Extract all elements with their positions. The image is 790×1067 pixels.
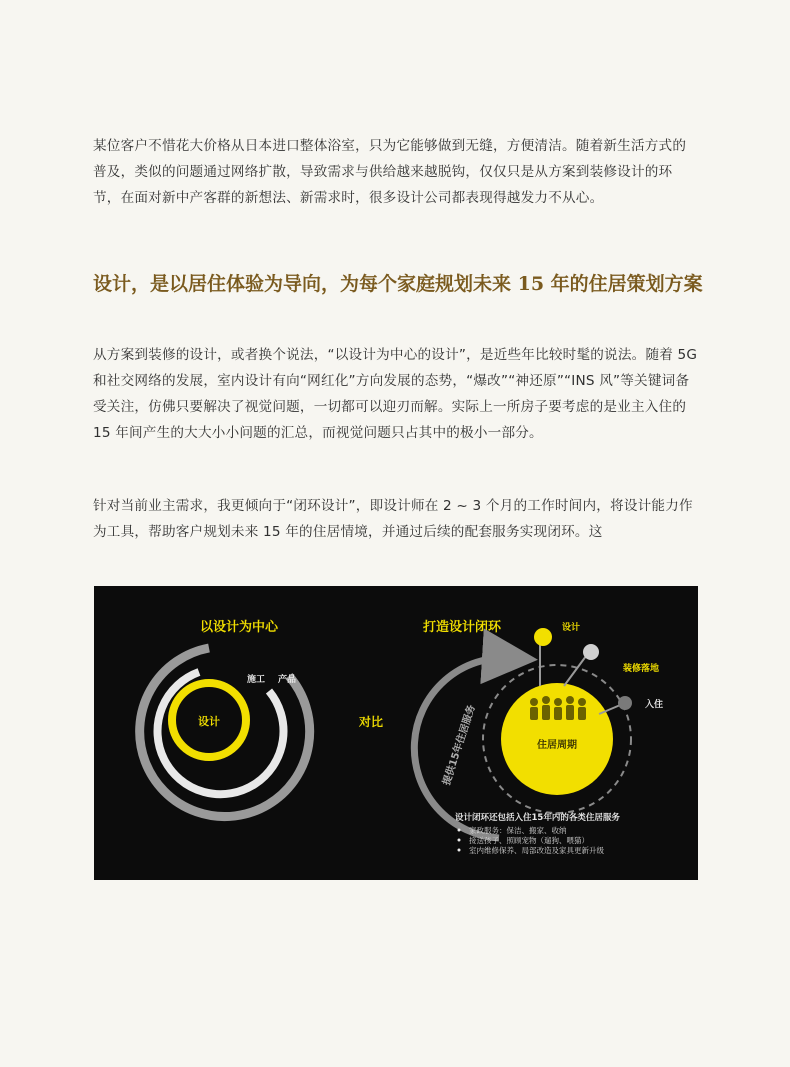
node-design <box>534 628 552 646</box>
left-center-label: 设计 <box>198 715 220 728</box>
arc-service-label: 提供15年住居服务 <box>441 703 478 787</box>
node-renovation-label: 装修落地 <box>622 664 660 674</box>
comparison-figure <box>94 586 698 880</box>
node-renovation <box>583 644 599 660</box>
paragraph-intro: 某位客户不惜花大价格从日本进口整体浴室，只为它能够做到无缝，方便清洁。随着新生活方式的普及，类似的问题通过网络扩散，导致需求与供给越来越脱钩，仅仅只是从方案到装修设计的环节，在面对新中产客群的新想法、新需求时，很多设计公司都表现得越发力不从心。 <box>93 138 687 206</box>
node-move-in-label: 入住 <box>644 700 664 710</box>
right-center-label: 住居周期 <box>537 740 577 751</box>
comparison-diagram <box>94 586 698 880</box>
paragraph-design-center: 从方案到装修的设计，或者换个说法，“以设计为中心的设计”，是近些年比较时髦的说法。随着 5G 和社交网络的发展，室内设计有向“网红化”方向发展的态势，“爆改”“神还原”“INS 风”等关键词备受关注，仿佛只要解决了视觉问题，一切都可以迎刃而解。实际上一所房子要考虑的是业主入住的 15 年间产生的大大小小问题的汇总，而视觉问题只占其中的极小一部分。 <box>93 347 698 441</box>
note-item: 接送孩子、照顾宠物（遛狗、喂猫） <box>469 836 589 845</box>
label-product: 产品 <box>277 675 297 685</box>
paragraph-closed-loop: 针对当前业主需求，我更倾向于“闭环设计”，即设计师在 2 ~ 3 个月的工作时间内，将设计能力作为工具，帮助客户规划未来 15 年的住居情境，并通过后续的配套服务实现闭环。这 <box>93 498 693 540</box>
compare-label: 对比 <box>358 715 384 729</box>
label-construction: 施工 <box>246 675 266 685</box>
section-heading: 设计，是以居住体验为导向，为每个家庭规划未来 15 年的住居策划方案 <box>93 273 703 295</box>
notes-title: 设计闭环还包括入住15年内的各类住居服务 <box>455 813 620 823</box>
node-design-label: 设计 <box>561 623 581 633</box>
right-title: 打造设计闭环 <box>422 620 502 635</box>
note-item: 室内维修保养、局部改造及家具更新升级 <box>469 846 604 855</box>
note-item: 家政服务：保洁、搬家、收纳 <box>469 826 567 835</box>
notes-list <box>458 825 605 855</box>
node-move-in <box>618 696 632 710</box>
left-title: 以设计为中心 <box>199 620 279 635</box>
